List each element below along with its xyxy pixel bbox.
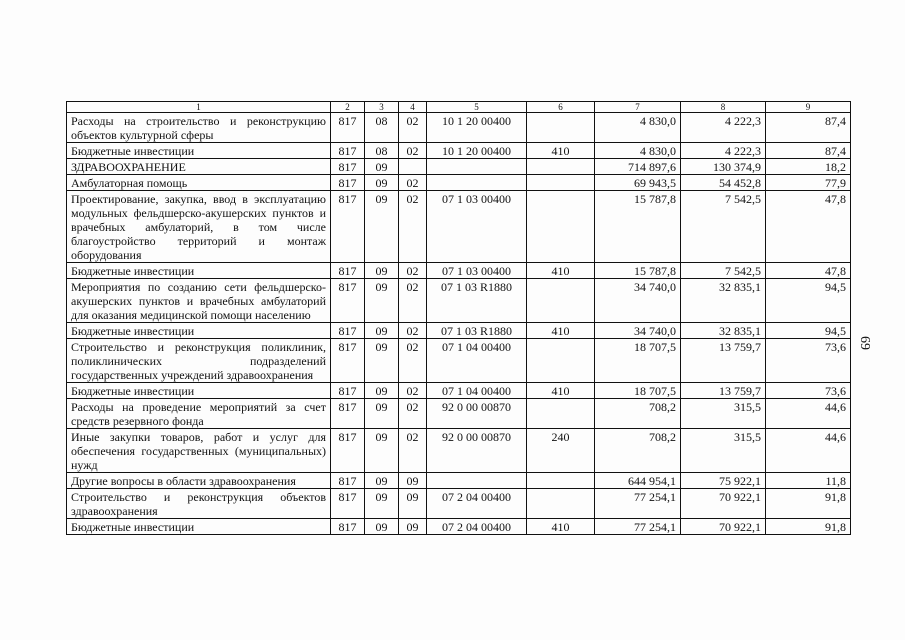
section-code-cell: 09	[365, 489, 399, 519]
target-article-code-cell: 07 2 04 00400	[427, 519, 527, 535]
expense-type-code-cell	[527, 191, 595, 263]
ministry-code-cell: 817	[331, 159, 365, 175]
executed-amount-cell: 4 222,3	[681, 143, 766, 159]
execution-percent-cell: 44,6	[766, 429, 851, 473]
header-row	[67, 102, 851, 113]
subsection-code-cell: 09	[399, 519, 427, 535]
table-row	[67, 429, 851, 473]
item-name-cell: Бюджетные инвестиции	[67, 519, 331, 535]
section-code-cell: 09	[365, 323, 399, 339]
header-col-7: 7	[595, 102, 681, 113]
executed-amount-cell: 32 835,1	[681, 279, 766, 323]
target-article-code-cell	[427, 175, 527, 191]
expense-type-code-cell: 410	[527, 263, 595, 279]
section-code-cell: 09	[365, 429, 399, 473]
ministry-code-cell: 817	[331, 383, 365, 399]
executed-amount-cell: 13 759,7	[681, 383, 766, 399]
target-article-code-cell: 07 1 03 00400	[427, 191, 527, 263]
table-row	[67, 113, 851, 143]
ministry-code-cell: 817	[331, 519, 365, 535]
expense-type-code-cell	[527, 473, 595, 489]
planned-amount-cell: 34 740,0	[595, 279, 681, 323]
ministry-code-cell: 817	[331, 339, 365, 383]
item-name-cell: Проектирование, закупка, ввод в эксплуатацию модульных фельдшерско-акушерских пунктов и врачебных амбулаторий, в том числе благоустройство территорий и монтаж оборудования	[67, 191, 331, 263]
subsection-code-cell: 02	[399, 279, 427, 323]
subsection-code-cell: 09	[399, 473, 427, 489]
subsection-code-cell: 09	[399, 489, 427, 519]
execution-percent-cell: 18,2	[766, 159, 851, 175]
execution-percent-cell: 94,5	[766, 323, 851, 339]
planned-amount-cell: 4 830,0	[595, 113, 681, 143]
ministry-code-cell: 817	[331, 429, 365, 473]
ministry-code-cell: 817	[331, 175, 365, 191]
header-col-4: 4	[399, 102, 427, 113]
ministry-code-cell: 817	[331, 263, 365, 279]
table-row	[67, 279, 851, 323]
executed-amount-cell: 7 542,5	[681, 191, 766, 263]
item-name-cell: Строительство и реконструкция объектов здравоохранения	[67, 489, 331, 519]
subsection-code-cell: 02	[399, 113, 427, 143]
executed-amount-cell: 7 542,5	[681, 263, 766, 279]
target-article-code-cell: 10 1 20 00400	[427, 113, 527, 143]
ministry-code-cell: 817	[331, 191, 365, 263]
expense-type-code-cell: 410	[527, 143, 595, 159]
planned-amount-cell: 15 787,8	[595, 263, 681, 279]
subsection-code-cell: 02	[399, 383, 427, 399]
header-col-2: 2	[331, 102, 365, 113]
expense-type-code-cell	[527, 399, 595, 429]
item-name-cell: ЗДРАВООХРАНЕНИЕ	[67, 159, 331, 175]
table-row	[67, 383, 851, 399]
subsection-code-cell	[399, 159, 427, 175]
planned-amount-cell: 18 707,5	[595, 339, 681, 383]
planned-amount-cell: 4 830,0	[595, 143, 681, 159]
table-row	[67, 489, 851, 519]
ministry-code-cell: 817	[331, 279, 365, 323]
target-article-code-cell: 07 1 03 R1880	[427, 323, 527, 339]
section-code-cell: 09	[365, 159, 399, 175]
table-row	[67, 399, 851, 429]
budget-table	[66, 101, 851, 535]
section-code-cell: 09	[365, 175, 399, 191]
item-name-cell: Расходы на строительство и реконструкцию объектов культурной сферы	[67, 113, 331, 143]
planned-amount-cell: 15 787,8	[595, 191, 681, 263]
section-code-cell: 08	[365, 113, 399, 143]
table-row	[67, 519, 851, 535]
page-number: 69	[857, 336, 872, 350]
subsection-code-cell: 02	[399, 339, 427, 383]
executed-amount-cell: 13 759,7	[681, 339, 766, 383]
planned-amount-cell: 34 740,0	[595, 323, 681, 339]
item-name-cell: Бюджетные инвестиции	[67, 323, 331, 339]
execution-percent-cell: 87,4	[766, 143, 851, 159]
section-code-cell: 09	[365, 263, 399, 279]
section-code-cell: 09	[365, 339, 399, 383]
ministry-code-cell: 817	[331, 399, 365, 429]
planned-amount-cell: 77 254,1	[595, 489, 681, 519]
table-row	[67, 143, 851, 159]
item-name-cell: Мероприятия по созданию сети фельдшерско-акушерских пунктов и врачебных амбулаторий для оказания медицинской помощи населению	[67, 279, 331, 323]
table-row	[67, 191, 851, 263]
item-name-cell: Иные закупки товаров, работ и услуг для обеспечения государственных (муниципальных) нужд	[67, 429, 331, 473]
planned-amount-cell: 708,2	[595, 399, 681, 429]
execution-percent-cell: 87,4	[766, 113, 851, 143]
expense-type-code-cell	[527, 159, 595, 175]
item-name-cell: Другие вопросы в области здравоохранения	[67, 473, 331, 489]
subsection-code-cell: 02	[399, 399, 427, 429]
execution-percent-cell: 73,6	[766, 383, 851, 399]
item-name-cell: Расходы на проведение мероприятий за счет средств резервного фонда	[67, 399, 331, 429]
executed-amount-cell: 70 922,1	[681, 519, 766, 535]
executed-amount-cell: 315,5	[681, 399, 766, 429]
ministry-code-cell: 817	[331, 489, 365, 519]
section-code-cell: 09	[365, 383, 399, 399]
target-article-code-cell: 10 1 20 00400	[427, 143, 527, 159]
expense-type-code-cell	[527, 175, 595, 191]
execution-percent-cell: 44,6	[766, 399, 851, 429]
planned-amount-cell: 77 254,1	[595, 519, 681, 535]
subsection-code-cell: 02	[399, 429, 427, 473]
executed-amount-cell: 4 222,3	[681, 113, 766, 143]
target-article-code-cell: 07 1 03 R1880	[427, 279, 527, 323]
executed-amount-cell: 75 922,1	[681, 473, 766, 489]
section-code-cell: 09	[365, 279, 399, 323]
expense-type-code-cell: 410	[527, 519, 595, 535]
expense-type-code-cell: 240	[527, 429, 595, 473]
expense-type-code-cell	[527, 489, 595, 519]
expense-type-code-cell	[527, 339, 595, 383]
target-article-code-cell	[427, 473, 527, 489]
item-name-cell: Строительство и реконструкция поликлиник, поликлинических подразделений государственных учреждений здравоохранения	[67, 339, 331, 383]
item-name-cell: Амбулаторная помощь	[67, 175, 331, 191]
section-code-cell: 09	[365, 519, 399, 535]
table-row	[67, 175, 851, 191]
target-article-code-cell: 07 1 03 00400	[427, 263, 527, 279]
planned-amount-cell: 644 954,1	[595, 473, 681, 489]
subsection-code-cell: 02	[399, 191, 427, 263]
header-col-9: 9	[766, 102, 851, 113]
subsection-code-cell: 02	[399, 263, 427, 279]
execution-percent-cell: 77,9	[766, 175, 851, 191]
target-article-code-cell	[427, 159, 527, 175]
target-article-code-cell: 07 1 04 00400	[427, 339, 527, 383]
execution-percent-cell: 94,5	[766, 279, 851, 323]
section-code-cell: 09	[365, 191, 399, 263]
section-code-cell: 09	[365, 473, 399, 489]
table-row	[67, 473, 851, 489]
item-name-cell: Бюджетные инвестиции	[67, 383, 331, 399]
execution-percent-cell: 11,8	[766, 473, 851, 489]
target-article-code-cell: 07 1 04 00400	[427, 383, 527, 399]
table-header	[67, 102, 851, 113]
header-col-6: 6	[527, 102, 595, 113]
subsection-code-cell: 02	[399, 175, 427, 191]
item-name-cell: Бюджетные инвестиции	[67, 263, 331, 279]
executed-amount-cell: 315,5	[681, 429, 766, 473]
table-row	[67, 339, 851, 383]
ministry-code-cell: 817	[331, 143, 365, 159]
execution-percent-cell: 91,8	[766, 519, 851, 535]
target-article-code-cell: 92 0 00 00870	[427, 429, 527, 473]
subsection-code-cell: 02	[399, 323, 427, 339]
header-col-3: 3	[365, 102, 399, 113]
section-code-cell: 09	[365, 399, 399, 429]
header-col-8: 8	[681, 102, 766, 113]
ministry-code-cell: 817	[331, 113, 365, 143]
expense-type-code-cell	[527, 279, 595, 323]
expense-type-code-cell: 410	[527, 383, 595, 399]
executed-amount-cell: 32 835,1	[681, 323, 766, 339]
ministry-code-cell: 817	[331, 323, 365, 339]
header-col-5: 5	[427, 102, 527, 113]
table-body	[67, 113, 851, 535]
executed-amount-cell: 130 374,9	[681, 159, 766, 175]
execution-percent-cell: 47,8	[766, 191, 851, 263]
executed-amount-cell: 70 922,1	[681, 489, 766, 519]
table-row	[67, 323, 851, 339]
table-row	[67, 159, 851, 175]
target-article-code-cell: 07 2 04 00400	[427, 489, 527, 519]
header-col-1: 1	[67, 102, 331, 113]
planned-amount-cell: 69 943,5	[595, 175, 681, 191]
ministry-code-cell: 817	[331, 473, 365, 489]
section-code-cell: 08	[365, 143, 399, 159]
item-name-cell: Бюджетные инвестиции	[67, 143, 331, 159]
expense-type-code-cell: 410	[527, 323, 595, 339]
target-article-code-cell: 92 0 00 00870	[427, 399, 527, 429]
execution-percent-cell: 47,8	[766, 263, 851, 279]
executed-amount-cell: 54 452,8	[681, 175, 766, 191]
planned-amount-cell: 708,2	[595, 429, 681, 473]
planned-amount-cell: 714 897,6	[595, 159, 681, 175]
execution-percent-cell: 73,6	[766, 339, 851, 383]
planned-amount-cell: 18 707,5	[595, 383, 681, 399]
execution-percent-cell: 91,8	[766, 489, 851, 519]
subsection-code-cell: 02	[399, 143, 427, 159]
table-row	[67, 263, 851, 279]
expense-type-code-cell	[527, 113, 595, 143]
